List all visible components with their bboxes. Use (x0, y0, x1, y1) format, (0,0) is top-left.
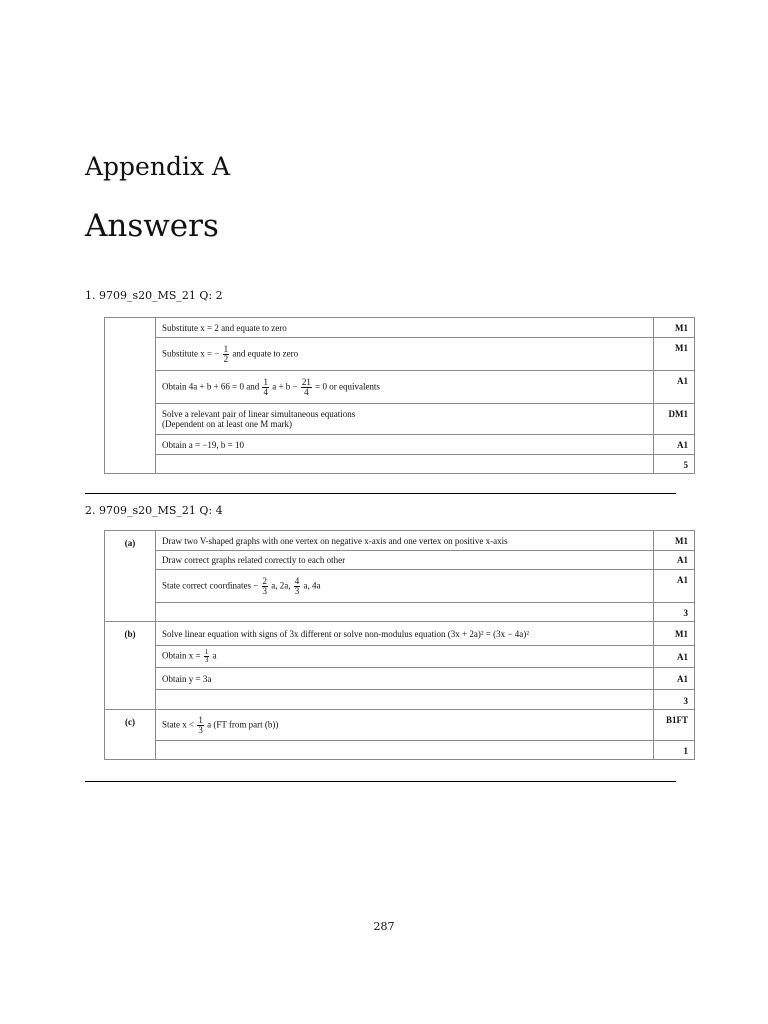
fraction (294, 577, 301, 596)
table-row (105, 570, 695, 603)
question-1-mark-scheme-table (104, 317, 695, 474)
fraction-numerator: 1 (263, 376, 268, 387)
mark-cell: B1FT (654, 710, 695, 741)
answer-cell: Draw correct graphs related correctly to each other (156, 551, 654, 570)
mark-cell: A1 (654, 646, 695, 668)
table-row (105, 531, 695, 551)
answer-cell (156, 690, 654, 710)
answer-cell: Obtain a = −19, b = 10 (156, 435, 654, 455)
total-mark-cell: 3 (654, 690, 695, 710)
answer-text: Substitute x = − (162, 348, 220, 359)
answer-cell: Substitute x = 2 and equate to zero (156, 318, 654, 338)
table-row (105, 551, 695, 570)
divider-line (85, 493, 676, 494)
mark-cell: A1 (654, 371, 695, 404)
answer-cell (156, 741, 654, 760)
mark-cell: M1 (654, 338, 695, 371)
fraction-numerator: 1 (204, 648, 209, 656)
appendix-label: Appendix A (85, 152, 231, 181)
answer-cell (156, 603, 654, 622)
mark-cell: A1 (654, 570, 695, 603)
answer-cell (156, 371, 654, 404)
mark-cell: A1 (654, 435, 695, 455)
answer-text: a (212, 650, 217, 661)
total-mark-cell: 3 (654, 603, 695, 622)
question-2-heading: 2. 9709_s20_MS_21 Q: 4 (85, 504, 223, 517)
answer-text: Solve a relevant pair of linear simultaneous equations (162, 409, 356, 419)
answer-cell: Obtain y = 3a (156, 668, 654, 690)
table-row (105, 622, 695, 646)
divider-line (85, 781, 676, 782)
answer-cell (156, 710, 654, 741)
fraction-denominator: 3 (198, 724, 203, 735)
fraction (204, 649, 210, 664)
question-1-heading: 1. 9709_s20_MS_21 Q: 2 (85, 289, 223, 302)
fraction-denominator: 3 (262, 585, 268, 596)
mark-cell: M1 (654, 318, 695, 338)
answer-text: a + b − (272, 381, 298, 392)
mark-cell: M1 (654, 531, 695, 551)
fraction-denominator: 3 (294, 585, 300, 596)
fraction-numerator: 1 (198, 714, 203, 725)
fraction-denominator: 3 (204, 656, 209, 664)
answer-cell (156, 646, 654, 668)
table-row (105, 371, 695, 404)
fraction-numerator: 1 (223, 343, 229, 354)
answer-text: a, 4a (303, 580, 321, 591)
table-row (105, 668, 695, 690)
total-mark-cell: 5 (654, 455, 695, 474)
fraction-numerator: 21 (301, 376, 311, 387)
table-row (105, 710, 695, 741)
answer-cell: Draw two V-shaped graphs with one vertex on negative x-axis and one vertex on positive x-axis (156, 531, 654, 551)
answer-text: a, 2a, (271, 580, 291, 591)
fraction (262, 378, 269, 397)
table-row (105, 318, 695, 338)
answer-text: State correct coordinates − (162, 580, 259, 591)
section-title: Answers (85, 208, 219, 244)
fraction-denominator: 4 (304, 386, 309, 397)
part-label-cell: (c) (105, 710, 156, 760)
fraction-numerator: 4 (294, 575, 300, 586)
part-label-cell (105, 318, 156, 474)
question-2-mark-scheme-table (104, 530, 695, 760)
answer-text: State x < (162, 719, 195, 730)
fraction-denominator: 2 (223, 353, 229, 364)
mark-cell: M1 (654, 622, 695, 646)
answer-cell (156, 455, 654, 474)
answer-cell (156, 404, 654, 435)
mark-cell: A1 (654, 551, 695, 570)
answer-text: a (FT from part (b)) (207, 719, 279, 730)
fraction (223, 345, 230, 364)
fraction (197, 716, 204, 735)
table-row (105, 435, 695, 455)
table-row (105, 646, 695, 668)
table-row (105, 741, 695, 760)
mark-cell: A1 (654, 668, 695, 690)
table-row (105, 338, 695, 371)
part-label-cell: (a) (105, 531, 156, 622)
table-row (105, 603, 695, 622)
fraction (262, 577, 269, 596)
fraction (301, 378, 312, 397)
table-row (105, 455, 695, 474)
answer-text: Obtain 4a + b + 66 = 0 and (162, 381, 260, 392)
fraction-denominator: 4 (263, 386, 268, 397)
answer-cell (156, 338, 654, 371)
table-row (105, 690, 695, 710)
answer-cell (156, 570, 654, 603)
answer-text: (Dependent on at least one M mark) (162, 419, 292, 429)
answer-text: Obtain x = (162, 650, 201, 661)
total-mark-cell: 1 (654, 741, 695, 760)
answer-cell: Solve linear equation with signs of 3x different or solve non-modulus equation (3x + 2a)² = (3x − 4a)² (156, 622, 654, 646)
mark-cell: DM1 (654, 404, 695, 435)
answer-text: and equate to zero (232, 348, 299, 359)
page-number: 287 (373, 920, 395, 933)
part-label-cell: (b) (105, 622, 156, 710)
fraction-numerator: 2 (262, 575, 268, 586)
answer-text: = 0 or equivalents (315, 381, 380, 392)
table-row (105, 404, 695, 435)
